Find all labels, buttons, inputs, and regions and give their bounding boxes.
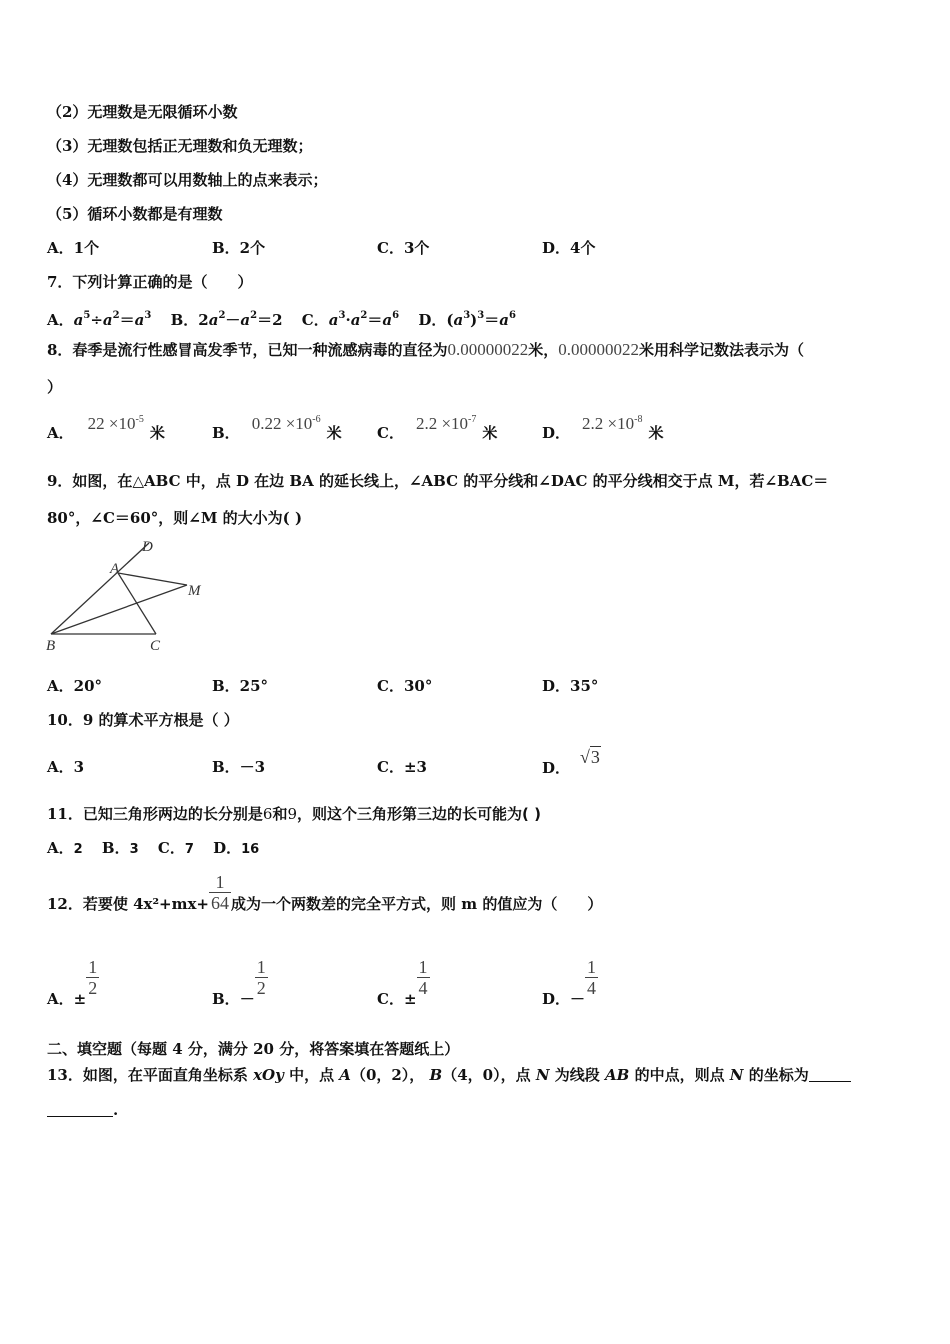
q10-option-a: A．3 (47, 758, 85, 776)
q10-option-b: B．－3 (212, 758, 266, 776)
q12-option-d: D．－ $\frac{1}{4}$ (542, 957, 597, 1008)
line-bd (51, 543, 149, 634)
q11-option-d: D．16 (213, 839, 260, 857)
q9-option-c: C．30° (377, 677, 433, 695)
q12-stem: 12．若要使 4x²+mx+ $\frac{1}{64}$ 成为一个两数差的完全平方式，则 m 的值应为（ ） (47, 872, 603, 913)
q13-answer-blank-continued[interactable] (47, 1100, 113, 1117)
q13-answer-blank-line2: . (47, 1100, 118, 1120)
label-d: D (142, 539, 153, 555)
q13-answer-blank[interactable] (809, 1065, 851, 1082)
q7-option-c: C．$a^3\cdot a^2=a^6$ (301, 310, 400, 329)
q10-stem: 10．9 的算术平方根是（ ） (47, 711, 239, 729)
q6-option-b: B．2个 (212, 239, 266, 257)
q12-option-c: C．± $\frac{1}{4}$ (377, 957, 428, 1008)
line-am (118, 573, 187, 585)
q11-option-b: B．3 (101, 839, 139, 857)
q11-options (47, 838, 259, 860)
label-b: B (46, 638, 56, 654)
q7-option-b: B．$2a^2-a^2=2$ (170, 310, 283, 329)
q12-option-a: A．± $\frac{1}{2}$ (47, 957, 98, 1008)
q7-options (47, 306, 516, 330)
q6-statement-4: （4）无理数都可以用数轴上的点来表示； (47, 171, 328, 189)
q10-option-d: D．√3 (542, 747, 600, 777)
q13-stem: 13．如图，在平面直角坐标系 xOy 中，点 A（0，2）， B（4，0），点 N 为线段 AB 的中点，则点 N 的坐标为 (47, 1065, 851, 1085)
q6-option-a: A．1个 (47, 239, 100, 257)
q9-option-d: D．35° (542, 677, 599, 695)
label-m: M (188, 583, 201, 599)
q8-option-a: A． $22 \times 10^{-5}$米 (47, 414, 165, 442)
section-2-title: 二、填空题（每题 4 分，满分 20 分，将答案填在答题纸上） (47, 1040, 460, 1058)
q12-fraction: $\frac{1}{64}$ (211, 872, 229, 913)
sqrt-3: √3 (580, 747, 600, 767)
q6-statement-3: （3）无理数包括正无理数和负无理数； (47, 137, 313, 155)
q8-stem: 8．春季是流行性感冒高发季节，已知一种流感病毒的直径为0.00000022米，0.00000022米用科学记数法表示为（ (47, 340, 804, 359)
q6-statement-2: （2）无理数是无限循环小数 (47, 103, 238, 121)
q10-option-c: C．±3 (377, 758, 427, 776)
q6-option-d: D．4个 (542, 239, 596, 257)
label-c: C (150, 638, 161, 654)
q6-option-c: C．3个 (377, 239, 430, 257)
q9-stem-line1: 9．如图，在△ABC 中，点 D 在边 BA 的延长线上，∠ABC 的平分线和∠DAC 的平分线相交于点 M，若∠BAC＝ (47, 472, 829, 490)
q11-option-c: C．7 (157, 839, 194, 857)
q8-diameter-value: 0.00000022 (447, 340, 529, 359)
q9-option-b: B．25° (212, 677, 269, 695)
q9-triangle-figure (46, 537, 210, 655)
q9-stem-line2: 80°，∠C＝60°，则∠M 的大小为( ) (47, 509, 303, 527)
q8-option-b: B． $0.22 \times 10^{-6}$米 (212, 414, 342, 442)
q12-option-b: B．－ $\frac{1}{2}$ (212, 957, 266, 1008)
q8-option-d: D． $2.2 \times 10^{-8}$米 (542, 414, 664, 442)
q8-diameter-value-2: 0.00000022 (558, 340, 639, 359)
q11-option-a: A．2 (47, 839, 83, 857)
q6-statement-5: （5）循环小数都是有理数 (47, 205, 223, 223)
q7-option-a: A．$a^5\div a^2=a^3$ (47, 310, 152, 329)
q7-option-d: D．$(a^3)^3=a^6$ (418, 310, 516, 329)
q7-stem: 7．下列计算正确的是（ ） (47, 273, 253, 291)
line-bm (51, 585, 187, 634)
label-a: A (110, 561, 120, 577)
q9-option-a: A．20° (47, 677, 103, 695)
q11-stem: 11．已知三角形两边的长分别是6和9，则这个三角形第三边的长可能为( ) (47, 805, 541, 823)
q8-stem-end: ） (47, 378, 63, 396)
q8-option-c: C． $2.2 \times 10^{-7}$米 (377, 414, 498, 442)
